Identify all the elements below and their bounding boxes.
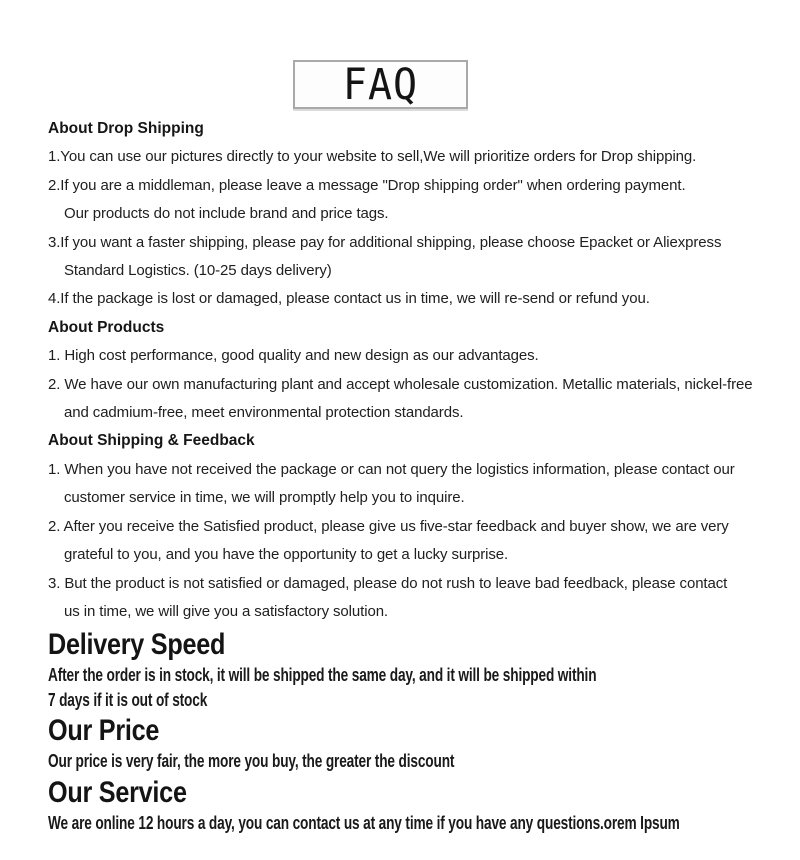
faq-line-continuation: us in time, we will give you a satisfactory solution.: [64, 602, 389, 620]
section-heading-drop-shipping: About Drop Shipping: [48, 120, 204, 137]
section-heading-shipping-feedback: About Shipping & Feedback: [48, 432, 255, 450]
big-section-line: 7 days if it is out of stock: [48, 689, 208, 710]
faq-line: 2. After you receive the Satisfied product, please give us five-star feedback and buyer show, we are very: [48, 517, 729, 535]
faq-page: [0, 60, 800, 835]
section-heading-products: About Products: [48, 318, 165, 336]
faq-line-continuation: and cadmium-free, meet environmental protection standards.: [64, 404, 464, 422]
faq-line: 2.If you are a middleman, please leave a message "Drop shipping order" when ordering payment.: [48, 176, 686, 194]
faq-line: 3.If you want a faster shipping, please pay for additional shipping, please choose Epacket or Aliexpress: [48, 233, 722, 251]
faq-line-continuation: customer service in time, we will promptly help you to inquire.: [64, 489, 465, 507]
faq-line: 1. When you have not received the package or can not query the logistics information, please contact our: [48, 460, 735, 478]
faq-line: 2. We have our own manufacturing plant and accept wholesale customization. Metallic materials, nickel-free: [48, 375, 753, 393]
faq-line-continuation: Standard Logistics. (10-25 days delivery): [64, 262, 332, 280]
faq-line-continuation: Our products do not include brand and price tags.: [64, 205, 389, 223]
faq-content: [0, 115, 800, 835]
faq-line: 1. High cost performance, good quality and new design as our advantages.: [48, 347, 539, 365]
big-heading-our-service: Our Service: [48, 775, 187, 809]
faq-line: 4.If the package is lost or damaged, please contact us in time, we will re-send or refund you.: [48, 290, 650, 308]
big-heading-our-price: Our Price: [48, 714, 160, 748]
big-section-line: Our price is very fair, the more you buy, the greater the discount: [48, 751, 455, 772]
faq-line: 1.You can use our pictures directly to your website to sell,We will prioritize orders for Drop shipping.: [48, 148, 697, 166]
page-title: FAQ: [342, 60, 419, 109]
big-heading-delivery-speed: Delivery Speed: [48, 628, 226, 662]
big-section-line: After the order is in stock, it will be shipped the same day, and it will be shipped within: [48, 665, 597, 686]
faq-line-continuation: grateful to you, and you have the opportunity to get a lucky surprise.: [64, 546, 509, 564]
faq-line: 3. But the product is not satisfied or damaged, please do not rush to leave bad feedback, please contact: [48, 574, 728, 592]
faq-title-box: [293, 60, 468, 109]
big-section-line: We are online 12 hours a day, you can contact us at any time if you have any questions.orem Ipsum: [48, 812, 680, 833]
